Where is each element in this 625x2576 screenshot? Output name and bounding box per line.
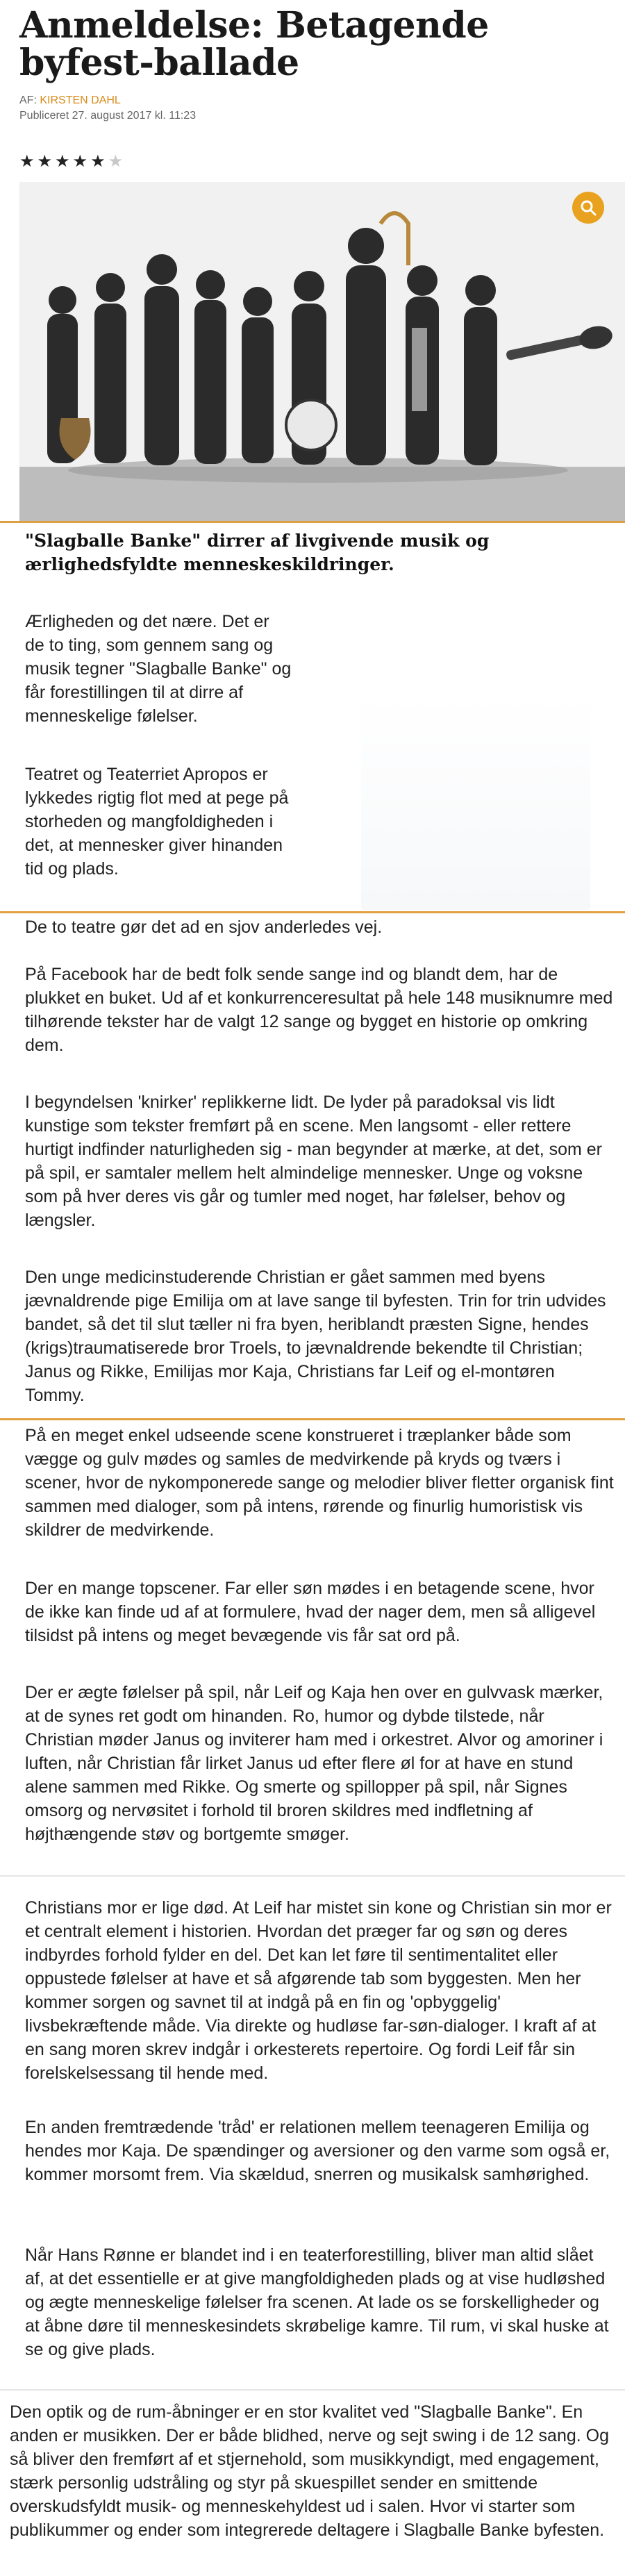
- article-lead: "Slagballe Banke" dirrer af livgivende musik og ærlighedsfyldte menneskeskildringer.: [25, 531, 490, 574]
- published-date: Publiceret 27. august 2017 kl. 11:23: [19, 110, 197, 122]
- byline-prefix: AF:: [19, 94, 40, 106]
- paragraph: Den unge medicinstuderende Christian er gået sammen med byens jævnaldrende pige Emilija om at lave sange til byfesten. Trin for trin udvides bandet, så det til slut tæller ni fra byen, heriblandt præsten Signe, hendes (krigs)traumatiserede bror Troels, to jævnaldrende bekendte til Christian; Janus og Rikke, Emilijas mor Kaja, Christians far Leif og el-montøren Tommy.: [25, 1268, 606, 1405]
- section-divider: [0, 911, 625, 913]
- rating-star-empty: ★: [108, 152, 126, 171]
- paragraph: Teatret og Teaterriet Apropos er lykkedes rigtig flot med at pege på storheden og mangfoldigheden i det, at mennesker giver hinanden tid og plads.: [25, 765, 289, 879]
- paragraph: På Facebook har de bedt folk sende sange ind og blandt dem, har de plukket en buket. Ud af et konkurrenceresultat på hele 148 musiknumre med tilhørende tekster har de valgt 12 sange og bygget en historie op omkring dem.: [25, 965, 613, 1055]
- byline: [19, 94, 121, 107]
- section-divider: [0, 1418, 625, 1420]
- magnifier-icon: [579, 199, 597, 217]
- ad-placeholder: [361, 695, 590, 910]
- paragraph: Der en mange topscener. Far eller søn mødes i en betagende scene, hvor de ikke kan finde ud af at formulere, hvad der nager dem, men så alligevel tilsidst på intens og meget bevægende vis får sat ord på.: [25, 1579, 596, 1645]
- zoom-button[interactable]: [572, 192, 604, 224]
- paragraph: Christians mor er lige død. At Leif har mistet sin kone og Christian sin mor er et centralt element i historien. Hvordan det præger far og søn og deres indbyrdes forhold fylder en del. Det kan let føre til sentimentalitet eller oppustede følelser at have et så afgørende tab som byggesten. Men her kommer sorgen og savnet til at indgå på en fin og 'opbyggelig' livsbekræftende måde. Via direkte og hudløse far-søn-dialoger. I kraft af at en sang moren skrev indgår i orkesterets repertoire. Og fordi Leif får sin forelskelsessang til hende med.: [25, 1898, 612, 2083]
- photo-divider: [0, 521, 625, 523]
- paragraph: På en meget enkel udseende scene konstrueret i træplanker både som vægge og gulv mødes og samles de medvirkende på kryds og tværs i scener, hvor de nykomponerede sange og melodier bliver fletter organisk fint sammen med dialoger, som på intens, rørende og finurlig humoristisk vis skildrer de medvirkende.: [25, 1426, 614, 1540]
- section-divider: [0, 1875, 625, 1877]
- section-divider: [0, 2389, 625, 2391]
- band-photo-illustration: [19, 182, 625, 521]
- paragraph: I begyndelsen 'knirker' replikkerne lidt. De lyder på paradoksal vis lidt kunstige som tekster fremført på en scene. Men langsomt - eller rettere hurtigt indfinder naturligheden sig - man begynder at mærke, at det, som er på spil, er samtaler mellem helt almindelige mennesker. Unge og voksne som på hver deres vis går og tumler med noget, har følelser, behov og længsler.: [25, 1092, 602, 1230]
- paragraph: En anden fremtrædende 'tråd' er relationen mellem teenageren Emilija og hendes mor Kaja. De spændinger og aversioner og den varme som også er, kommer morsomt frem. Via skældud, snerren og musikalsk samhørighed.: [25, 2118, 610, 2184]
- star-rating: [19, 151, 126, 172]
- paragraph: Der er ægte følelser på spil, når Leif og Kaja hen over en gulvvask mærker, at de synes ret godt om hinanden. Ro, humor og dybde tilstede, når Christian møder Janus og inviterer ham med i orkestret. Alvor og amoriner i luften, når Christian får lirket Janus ud efter flere øl for at have en stund alene sammen med Rikke. Og smerte og spillopper på spil, når Signes omsorg og nervøsitet i forhold til broren skildres med indfletning af højthængende støv og bortgemte smøger.: [25, 1683, 603, 1844]
- article-title: Anmeldelse: Betagende byfest-ballade: [19, 4, 489, 84]
- author-link[interactable]: KIRSTEN DAHL: [40, 94, 121, 106]
- paragraph: Ærligheden og det nære. Det er de to ting, som gennem sang og musik tegner "Slagballe Banke" og får forestillingen til at dirre af menneskelige følelser.: [25, 612, 292, 726]
- paragraph: De to teatre gør det ad en sjov anderledes vej.: [25, 917, 383, 937]
- paragraph: Når Hans Rønne er blandet ind i en teaterforestilling, bliver man altid slået af, at det essentielle er at give mangfoldigheden plads og at vise hudløshed og ægte menneskelige følelser fra scenen. At lade os se forskelligheder og at åbne døre til menneskesindets skrøbelige kamre. Til rum, vi skal huske at se og give plads.: [25, 2245, 609, 2359]
- paragraph: Den optik og de rum-åbninger er en stor kvalitet ved "Slagballe Banke". En anden er musikken. Der er både blidhed, nerve og sejt swing i de 12 sang. Og så bliver den fremført af et stjernehold, som musikkyndigt, med engagement, stærk personlig udstråling og styr på skuespillet sender en smittende overskudsfyldt musik- og menneskehyldest ud i salen. Hvor vi starter som publikummer og ender som integrerede deltagere i Slagballe Banke byfesten.: [10, 2402, 610, 2540]
- rating-stars-filled: ★★★★★: [19, 152, 108, 171]
- hero-photo[interactable]: [19, 182, 625, 521]
